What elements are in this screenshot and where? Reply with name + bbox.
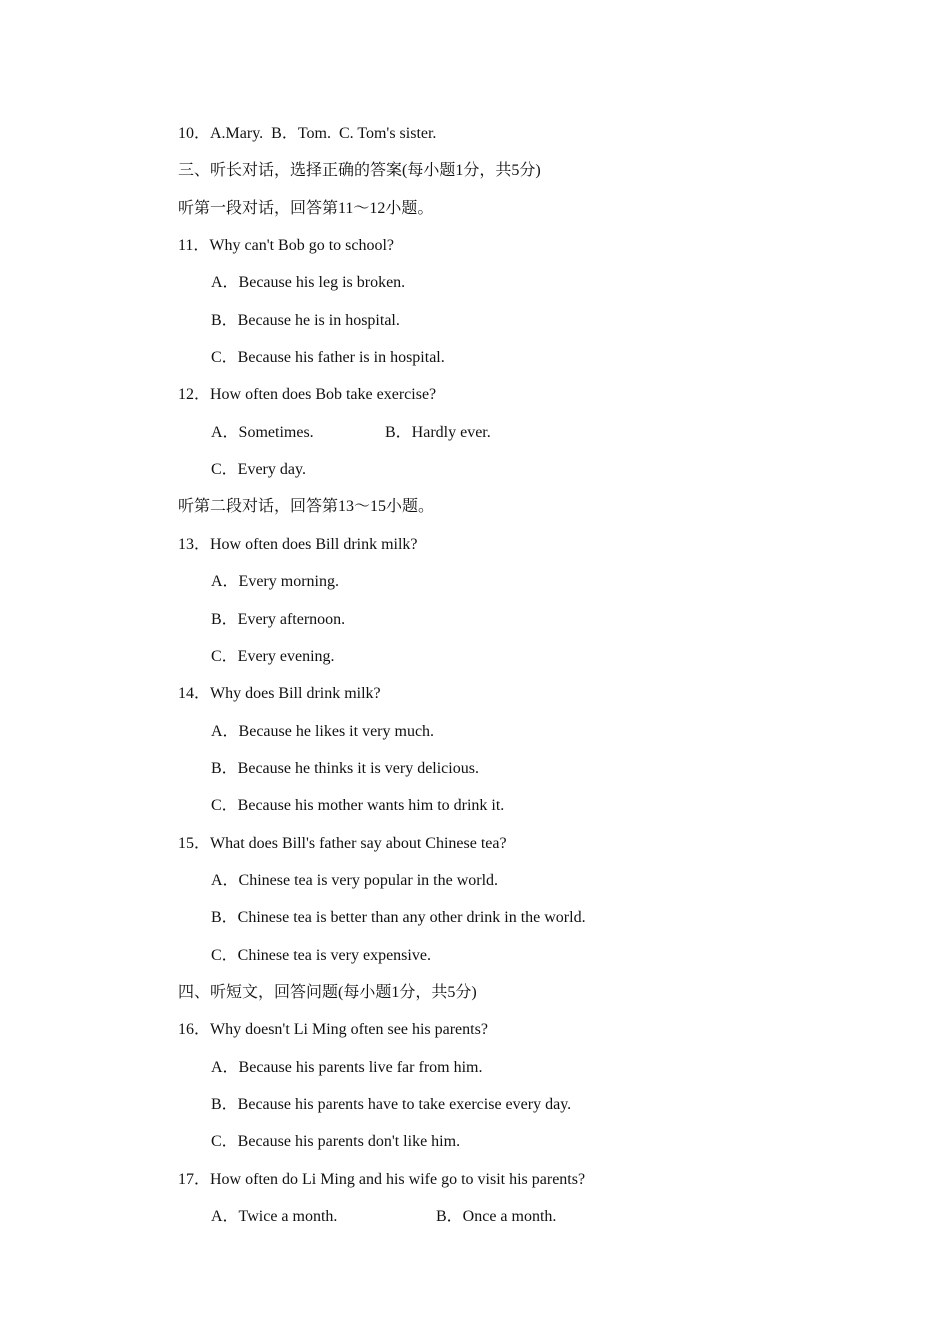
q17-option-b: B．Once a month. xyxy=(436,1208,557,1225)
dialogue-1-intro: 听第一段对话，回答第11～12小题。 xyxy=(178,200,434,217)
q11-option-b: B．Because he is in hospital. xyxy=(211,312,400,329)
q12-option-c: C．Every day. xyxy=(211,461,306,478)
q15-option-c: C．Chinese tea is very expensive. xyxy=(211,947,431,964)
q14-option-c: C．Because his mother wants him to drink it. xyxy=(211,797,505,814)
q14-option-b: B．Because he thinks it is very delicious. xyxy=(211,760,479,777)
q12-option-a: A．Sometimes. xyxy=(211,424,314,441)
question-17: 17．How often do Li Ming and his wife go to visit his parents? xyxy=(178,1171,586,1188)
q12-option-b: B．Hardly ever. xyxy=(385,424,491,441)
q14-option-a: A．Because he likes it very much. xyxy=(211,723,435,740)
q11-option-c: C．Because his father is in hospital. xyxy=(211,349,445,366)
q16-option-a: A．Because his parents live far from him. xyxy=(211,1059,483,1076)
question-11: 11．Why can't Bob go to school? xyxy=(178,237,395,254)
section-4-header: 四、听短文，回答问题(每小题1分，共5分) xyxy=(178,984,477,1001)
question-13: 13．How often does Bill drink milk? xyxy=(178,536,418,553)
q15-option-b: B．Chinese tea is better than any other drink in the world. xyxy=(211,909,586,926)
q13-option-b: B．Every afternoon. xyxy=(211,611,346,628)
question-14: 14．Why does Bill drink milk? xyxy=(178,685,381,702)
question-15: 15．What does Bill's father say about Chinese tea? xyxy=(178,835,507,852)
question-16: 16．Why doesn't Li Ming often see his parents? xyxy=(178,1021,488,1038)
question-10: 10．A.Mary. B．Tom. C. Tom's sister. xyxy=(178,125,437,142)
q16-option-b: B．Because his parents have to take exercise every day. xyxy=(211,1096,572,1113)
q13-option-a: A．Every morning. xyxy=(211,573,339,590)
q16-option-c: C．Because his parents don't like him. xyxy=(211,1133,461,1150)
dialogue-2-intro: 听第二段对话，回答第13～15小题。 xyxy=(178,498,435,515)
q17-option-a: A．Twice a month. xyxy=(211,1208,338,1225)
q15-option-a: A．Chinese tea is very popular in the world. xyxy=(211,872,499,889)
q13-option-c: C．Every evening. xyxy=(211,648,335,665)
question-12: 12．How often does Bob take exercise? xyxy=(178,386,437,403)
q11-option-a: A．Because his leg is broken. xyxy=(211,274,406,291)
section-3-header: 三、听长对话，选择正确的答案(每小题1分，共5分) xyxy=(178,162,541,179)
